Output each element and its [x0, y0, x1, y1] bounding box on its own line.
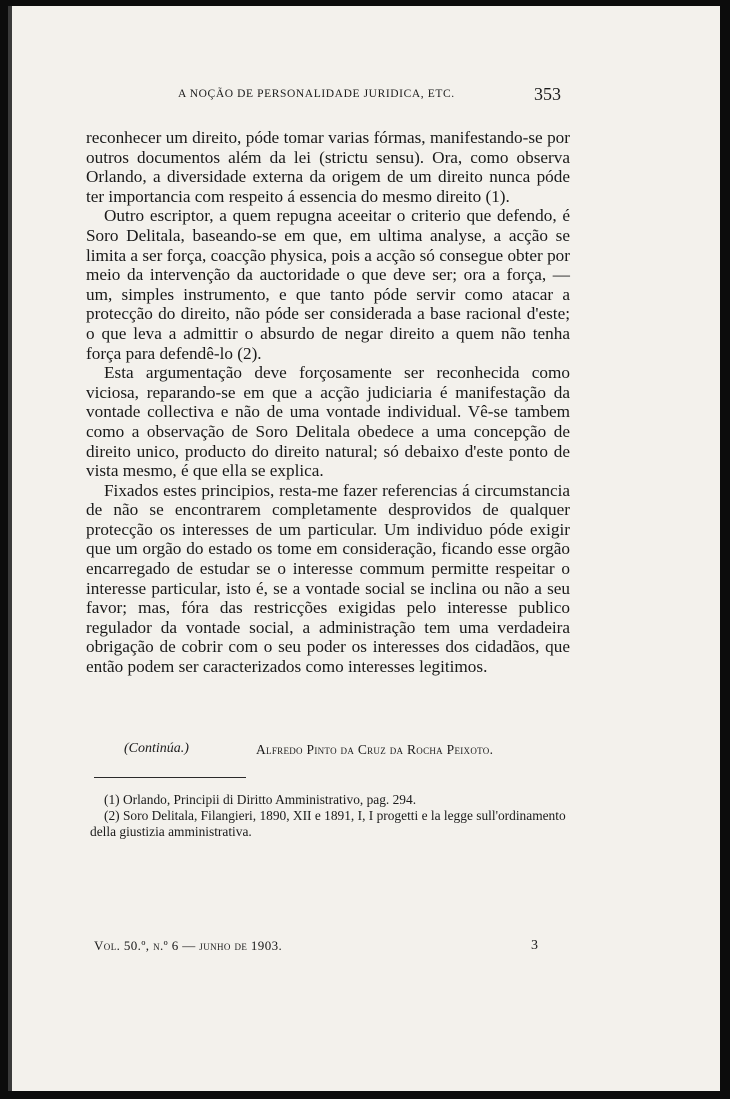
paragraph-2: Outro escriptor, a quem repugna aceeitar o criterio que defendo, é Soro Delitala, baseando-se em que, em ultima analyse, a acção se limita a ser força, coacção physica, pois a acção só consegue obter por meio da intervenção da auctoridade o que deve ser; ora a força, — um, simples instrumento, e que tanto póde servir como atacar a protecção do direito, não póde ser considerada a base racional d'este; o que leva a admittir o absurdo de negar direito a quem não tenha força para defendê-lo (2). [86, 206, 570, 363]
footnote-1: (1) Orlando, Principii di Diritto Amministrativo, pag. 294. [104, 792, 417, 807]
signature-mark: 3 [531, 938, 538, 953]
page-edge [8, 6, 12, 1091]
paragraph-3: Esta argumentação deve forçosamente ser reconhecida como viciosa, reparando-se em que a acção judiciaria é manifestação da vontade collectiva e não de uma vontade individual. Vê-se tambem como a observação de Soro Delitala obedece a uma concepção de direito unico, producto do direito natural; só debaixo d'este ponto de vista mesmo, é que ella se explica. [86, 363, 570, 481]
page-number: 353 [534, 84, 561, 104]
footnote-2: (2) Soro Delitala, Filangieri, 1890, XII e 1891, I, I progetti e la legge sull'ordinamento della giustizia amministrativa. [90, 808, 566, 839]
author-name: Alfredo Pinto da Cruz da Rocha Peixoto. [256, 742, 494, 757]
paragraph-4: Fixados estes principios, resta-me fazer referencias á circumstancia de não se encontrarem completamente desprovidos de qualquer protecção os interesses de um particular. Um individuo póde exigir que um orgão do estado os tome em consideração, ficando esse orgão encarregado de estudar se o interesse commum permitte respeitar o interesse particular, isto é, se a vontade social se inclina ou não a seu favor; mas, fóra das restricções exigidas pelo interesse publico regulador da vontade social, a administração tem uma verdadeira obrigação de cobrir com o seu poder os interesses dos cidadãos, que então podem ser caracterizados como interesses legitimos. [86, 480, 570, 677]
volume-info: Vol. 50.º, n.º 6 — junho de 1903. [94, 938, 283, 953]
footnotes [90, 792, 570, 840]
page-footer [94, 938, 564, 954]
continua-note: (Continúa.) [124, 741, 189, 756]
paragraph-1: reconhecer um direito, póde tomar varias fórmas, manifestando-se por outros documentos além da lei (strictu sensu). Ora, como observa Orlando, a diversidade externa da origem de um direito nunca póde ter importancia com respeito á essencia do mesmo direito (1). [86, 128, 570, 206]
footnote-divider [94, 777, 246, 778]
article-signature [124, 741, 572, 757]
running-header: A NOÇÃO DE PERSONALIDADE JURIDICA, ETC. [178, 88, 455, 100]
body-text [86, 128, 570, 677]
